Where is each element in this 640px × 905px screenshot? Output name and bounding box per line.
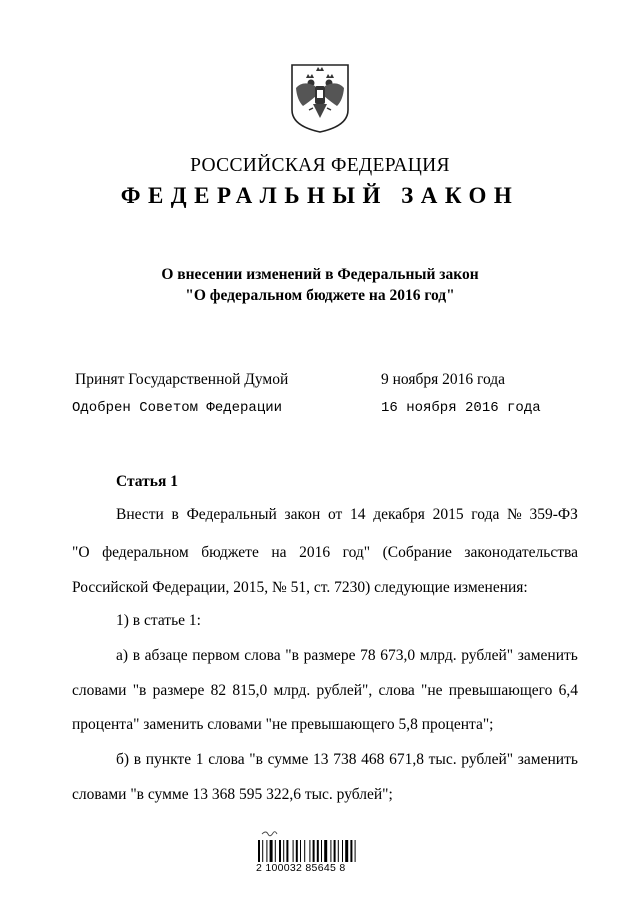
- word: рублей": [461, 647, 514, 664]
- word: 78: [360, 647, 376, 664]
- word: на: [271, 544, 287, 561]
- word: года: [471, 506, 500, 523]
- coat-of-arms-icon: [289, 62, 351, 134]
- word: 13: [313, 751, 329, 768]
- word: №: [507, 506, 522, 523]
- barcode-bar: [350, 840, 352, 862]
- word: в: [133, 751, 142, 768]
- word: рублей": [461, 751, 514, 768]
- word: "не: [421, 682, 443, 699]
- word: 671,8: [389, 751, 424, 768]
- word: а): [116, 647, 129, 664]
- word: (Собрание: [382, 544, 452, 561]
- barcode-bar: [324, 840, 327, 862]
- word: 673,0: [380, 647, 416, 664]
- barcode-bar: [286, 840, 288, 862]
- word: 1: [195, 751, 204, 768]
- barcode-bar: [279, 840, 281, 862]
- barcode-bar: [355, 840, 356, 862]
- word: 468: [361, 751, 385, 768]
- country-name: РОССИЙСКАЯ ФЕДЕРАЦИЯ: [190, 155, 450, 176]
- word: "О: [72, 544, 90, 561]
- word: слова: [208, 751, 245, 768]
- word: от: [328, 506, 343, 523]
- word: млрд.: [419, 647, 457, 664]
- word: "в: [285, 647, 299, 664]
- word: закон: [284, 506, 321, 523]
- barcode: [254, 830, 386, 864]
- word: 738: [333, 751, 357, 768]
- word: 2015: [432, 506, 464, 523]
- word: заменить: [517, 751, 578, 768]
- article-paragraph-line: Российской Федерации, 2015, № 51, ст. 7230) следующие изменения:: [72, 579, 528, 596]
- barcode-bar: [304, 840, 305, 862]
- word: бюджете: [201, 544, 259, 561]
- article-paragraph-line: словами "в сумме 13 368 595 322,6 тыс. рублей";: [72, 786, 393, 803]
- word: млрд.: [273, 682, 311, 699]
- word: федеральном: [102, 544, 189, 561]
- word: слова: [378, 682, 415, 699]
- article-paragraph-line: [72, 682, 578, 700]
- barcode-bar: [275, 840, 276, 862]
- barcode-bar: [283, 840, 284, 862]
- word: рублей",: [316, 682, 373, 699]
- word: заменить: [517, 647, 578, 664]
- barcode-bar: [345, 840, 348, 862]
- word: тыс.: [428, 751, 457, 768]
- article-heading: Статья 1: [116, 473, 178, 490]
- word: год": [342, 544, 371, 561]
- barcode-bar: [309, 840, 310, 862]
- word: слова: [244, 647, 281, 664]
- word: законодательства: [464, 544, 578, 561]
- word: Внести: [116, 506, 164, 523]
- barcode-bar: [342, 840, 343, 862]
- word: размере: [152, 682, 205, 699]
- word: пункте: [145, 751, 192, 768]
- barcode-bar: [293, 840, 294, 862]
- barcode-bar: [334, 840, 336, 862]
- barcode-bar: [321, 840, 322, 862]
- barcode-bar: [258, 840, 260, 862]
- word: 815,0: [232, 682, 268, 699]
- barcode-bar: [330, 840, 331, 862]
- word: 359-ФЗ: [529, 506, 578, 523]
- word: в: [132, 647, 141, 664]
- article-paragraph-line: [116, 647, 578, 665]
- word: "в: [132, 682, 147, 699]
- word: словами: [72, 682, 127, 699]
- article-paragraph-line: [116, 751, 578, 769]
- duma-adoption-date: 9 ноября 2016 года: [381, 371, 506, 388]
- word: размере: [303, 647, 356, 664]
- word: 14: [350, 506, 366, 523]
- barcode-bar: [300, 840, 301, 862]
- barcode-bar: [317, 840, 319, 862]
- council-approval-date: 16 ноября 2016 года: [381, 400, 541, 416]
- word: 2016: [299, 544, 331, 561]
- handwritten-mark: [262, 832, 277, 836]
- justified-line: [116, 751, 578, 769]
- document-type: ФЕДЕРАЛЬНЫЙ ЗАКОН: [120, 183, 520, 208]
- word: первом: [192, 647, 240, 664]
- word: превышающего: [448, 682, 553, 699]
- duma-adoption-label: Принят Государственной Думой: [75, 371, 289, 388]
- word: сумме: [267, 751, 309, 768]
- list-item-1: 1) в статье 1:: [116, 612, 201, 629]
- article-paragraph-line: [72, 544, 578, 562]
- barcode-bar: [296, 840, 298, 862]
- word: декабря: [373, 506, 425, 523]
- word: б): [116, 751, 130, 768]
- word: в: [171, 506, 179, 523]
- barcode-bar: [338, 840, 339, 862]
- word: 82: [210, 682, 227, 699]
- justified-line: [72, 544, 578, 562]
- barcode-number: 2 100032 85645 8: [256, 862, 346, 874]
- justified-line: [116, 506, 578, 524]
- justified-line: [72, 682, 578, 700]
- law-title-line-2: "О федеральном бюджете на 2016 год": [185, 287, 455, 304]
- word: "в: [249, 751, 263, 768]
- word: 6,4: [558, 682, 578, 699]
- justified-line: [116, 647, 578, 665]
- barcode-bar: [266, 840, 267, 862]
- word: Федеральный: [186, 506, 277, 523]
- article-paragraph-line: процента" заменить словами "не превышающего 5,8 процента";: [72, 716, 494, 733]
- barcode-bar: [262, 840, 263, 862]
- article-paragraph-line: [116, 506, 578, 524]
- barcode-bar: [313, 840, 315, 862]
- barcode-bar: [270, 840, 273, 862]
- word: абзаце: [144, 647, 188, 664]
- council-approval-label: Одобрен Советом Федерации: [72, 400, 283, 416]
- law-title-line-1: О внесении изменений в Федеральный закон: [161, 266, 479, 283]
